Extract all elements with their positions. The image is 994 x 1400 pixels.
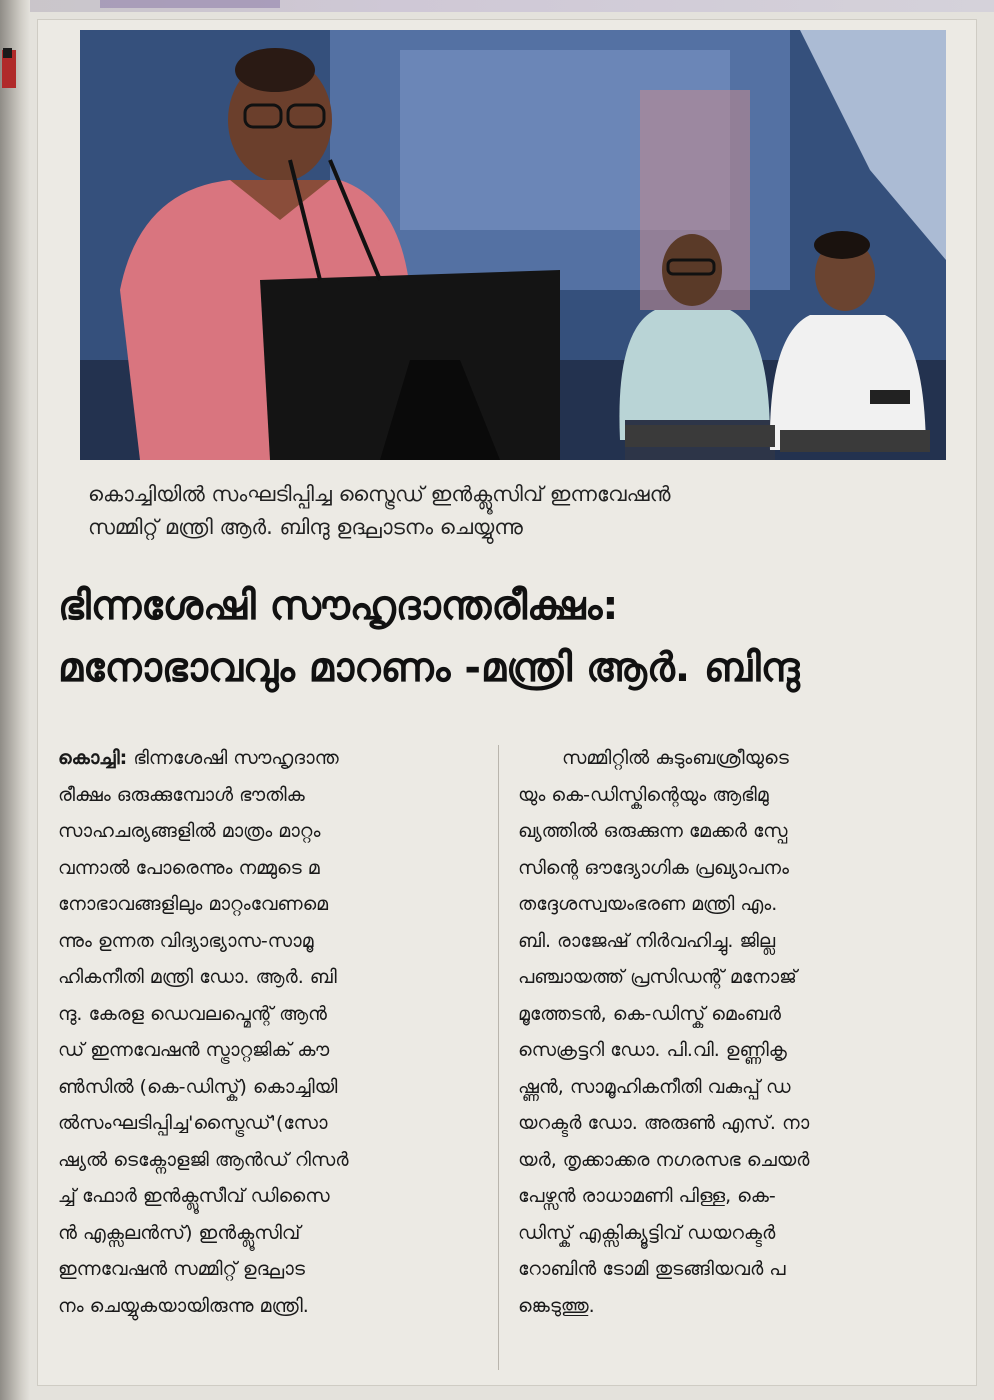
left-line: നോഭാവങ്ങളിലും മാറ്റംവേണമെ: [58, 893, 329, 915]
guest2-phone: [870, 390, 910, 404]
right-line: യറക്ടർ ഡോ. അരുൺ എസ്. നാ: [518, 1112, 810, 1134]
left-line: സാഹചര്യങ്ങളിൽ മാത്രം മാറ്റം: [58, 820, 321, 842]
right-line: സിന്റെ ഔദ്യോഗിക പ്രഖ്യാപനം: [518, 856, 790, 879]
right-line: സെക്രട്ടറി ഡോ. പി.വി. ഉണ്ണികൃ: [518, 1039, 787, 1061]
chair-1: [625, 425, 775, 447]
headline-line-2: മനോഭാവവും മാറണം -മന്ത്രി ആർ. ബിന്ദു: [58, 645, 800, 691]
right-line: ഖ്യത്തിൽ ഒരുക്കുന്ന മേക്കർ സ്പേ: [518, 820, 788, 842]
left-line: ഡ് ഇന്നവേഷൻ സ്ട്രാറ്റജിക് കൗ: [58, 1039, 330, 1061]
right-line: യും കെ-ഡിസ്കിന്റെയും ആഭിമു: [518, 783, 769, 806]
left-line: ഹികനീതി മന്ത്രി ഡോ. ആർ. ബി: [58, 966, 337, 988]
left-line: വന്നാൽ പോരെന്നും നമ്മുടെ മ: [58, 856, 320, 879]
caption-line-1: കൊച്ചിയിൽ സംഘടിപ്പിച്ച സ്ട്രൈഡ് ഇൻക്ലൂസിവ് ഇന്നവേഷൻ: [88, 482, 671, 506]
left-line-1-text: ഭിന്നശേഷി സൗഹൃദാന്ത: [133, 747, 339, 769]
guest2-shirt: [770, 315, 926, 450]
black-mark: [3, 48, 12, 58]
left-line: ൽസംഘടിപ്പിച്ച'സ്ട്രൈഡ്'(സോ: [58, 1112, 328, 1134]
right-line: പഞ്ചായത്ത് പ്രസിഡന്റ് മനോജ്: [518, 966, 797, 988]
strip-accent: [100, 0, 280, 8]
photo-illustration: [80, 30, 946, 460]
left-line: ന്നും ഉന്നത വിദ്യാഭ്യാസ-സാമൂ: [58, 929, 314, 952]
left-line: ച്ച് ഫോർ ഇൻക്ലൂസീവ് ഡിസൈ: [58, 1185, 330, 1207]
left-line: രീക്ഷം ഒരുക്കുമ്പോൾ ഭൗതിക: [58, 783, 305, 806]
right-line: സമ്മിറ്റിൽ കുടുംബശ്രീയുടെ: [562, 747, 789, 769]
right-line: ഷ്ണൻ, സാമൂഹികനീതി വകുപ്പ് ഡ: [518, 1075, 791, 1098]
caption-line-2: സമ്മിറ്റ് മന്ത്രി ആർ. ബിന്ദു ഉദ്ഘാടനം ചെയ്യുന്നു: [88, 515, 523, 539]
right-line: റോബിൻ ടോമി തുടങ്ങിയവർ പ: [518, 1258, 786, 1280]
left-line: ഷ്യൽ ടെക്നോളജി ആൻഡ് റിസർ: [58, 1148, 349, 1171]
left-line: ഇന്നവേഷൻ സമ്മിറ്റ് ഉദ്ഘാട: [58, 1258, 305, 1280]
left-line: ന്ദു. കേരള ഡെവലപ്മെന്റ് ആൻ: [58, 1002, 327, 1025]
right-line: ങ്കെടുത്തു.: [518, 1294, 595, 1317]
adjacent-page-strip: [0, 0, 994, 12]
dateline: കൊച്ചി:: [58, 747, 128, 769]
photo-caption: [88, 478, 948, 544]
right-line: ഡിസ്ക് എക്സിക്യൂട്ടിവ് ഡയറക്ടർ: [518, 1221, 776, 1244]
left-line: ൻ എക്സലൻസ്) ഇൻക്ലൂസിവ്: [58, 1221, 301, 1244]
headline-line-1: ഭിന്നശേഷി സൗഹൃദാന്തരീക്ഷം:: [58, 583, 619, 629]
column-divider: [498, 745, 499, 1370]
page-left-edge: [0, 0, 30, 1400]
news-photo: [80, 30, 946, 460]
left-line: നം ചെയ്യുകയായിരുന്നു മന്ത്രി.: [58, 1294, 309, 1317]
left-line-1: [58, 740, 478, 777]
article-headline: [58, 575, 958, 699]
article-right-column: [518, 740, 948, 1324]
speaker-hair: [235, 48, 315, 92]
article-left-column: [58, 740, 478, 1324]
left-line: ൺസിൽ (കെ-ഡിസ്ക്) കൊച്ചിയി: [58, 1075, 338, 1098]
right-line: യർ, തൃക്കാക്കര നഗരസഭ ചെയർ: [518, 1148, 810, 1171]
right-line: ബി. രാജേഷ് നിർവഹിച്ചു. ജില്ല: [518, 929, 776, 952]
right-line: പേഴ്സൻ രാധാമണി പിള്ള, കെ-: [518, 1185, 776, 1207]
guest2-hair: [814, 231, 870, 259]
chair-2: [780, 430, 930, 452]
right-line: തദ്ദേശസ്വയംഭരണ മന്ത്രി എം.: [518, 893, 778, 915]
right-line: മൂത്തേടൻ, കെ-ഡിസ്ക് മെംബർ: [518, 1002, 781, 1025]
